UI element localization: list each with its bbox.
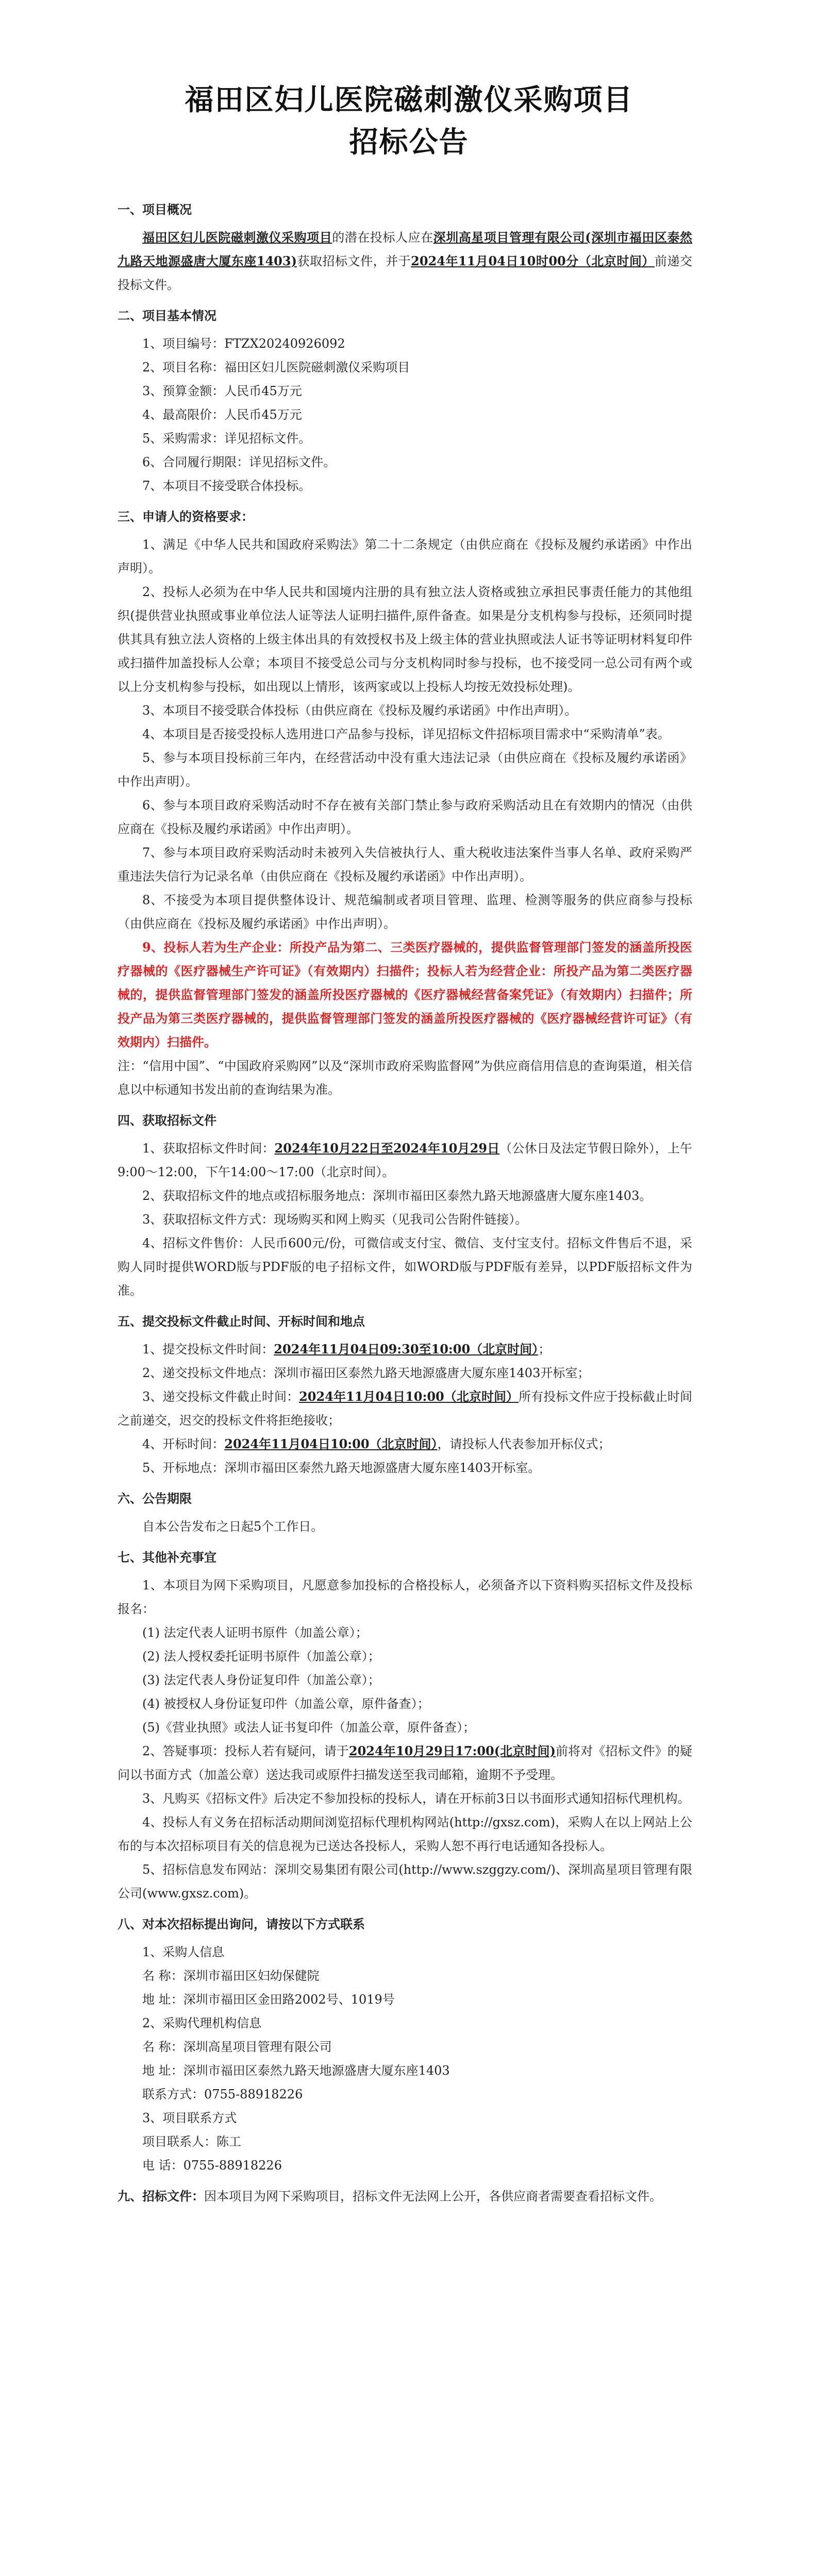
- text: 因本项目为网下采购项目，招标文件无法网上公开，各供应商者需要查看招标文件。: [204, 2189, 662, 2204]
- sub-item: (5)《营业执照》或法人证书复印件（加盖公章，原件备查）；: [142, 1720, 475, 1735]
- deadline-time: 2024年11月04日10:00（北京时间）: [299, 1389, 519, 1404]
- section-heading: 五、提交投标文件截止时间、开标时间和地点: [118, 1314, 365, 1329]
- list-item: 5、招标信息发布网站：深圳交易集团有限公司(http://www.szggzy.com/)、深圳高星项目管理有限公司(www.gxsz.com)。: [118, 1862, 692, 1901]
- list-item: 3、获取招标文件方式：现场购买和网上购买（见我司公告附件链接）。: [142, 1212, 528, 1227]
- text: 获取招标文件，并于: [296, 254, 411, 268]
- section-heading: 二、项目基本情况: [118, 309, 216, 323]
- sub-item: (3) 法定代表人身份证复印件（加盖公章）；: [142, 1673, 380, 1687]
- contact-heading: 2、采购代理机构信息: [142, 2016, 262, 2030]
- note: 注：“信用中国”、“中国政府采购网”以及“深圳市政府采购监督网”为供应商信用信息的查询渠道，相关信息以中标通知书发出前的查询结果为准。: [118, 1059, 692, 1097]
- contact-line: 项目联系人：陈工: [142, 2134, 241, 2149]
- list-item: 4、最高限价：人民币45万元: [142, 408, 302, 422]
- list-item: [118, 1337, 692, 1361]
- sub-item: (1) 法定代表人证明书原件（加盖公章）；: [142, 1625, 368, 1640]
- contact-heading: 1、采购人信息: [142, 1945, 225, 1959]
- list-item: [118, 1739, 692, 1787]
- list-item: 3、凡购买《招标文件》后决定不参加投标的投标人，请在开标前3日以书面形式通知招标代理机构。: [142, 1791, 690, 1806]
- list-item: 7、本项目不接受联合体投标。: [142, 479, 311, 493]
- red-qualification-item: 9、投标人若为生产企业：所投产品为第二、三类医疗器械的，提供监督管理部门签发的涵盖所投医疗器械的《医疗器械生产许可证》（有效期内）扫描件；投标人若为经营企业：所投产品为第二类医疗器械的，提供监督管理部门签发的涵盖所投医疗器械的《医疗器械经营备案凭证》（有效期内）扫描件；所投产品为第三类医疗器械的，提供监督管理部门签发的涵盖所投医疗器械的《医疗器械经营许可证》（有效期内）扫描件。: [118, 940, 692, 1049]
- doc-body: [118, 191, 692, 2208]
- section-heading: 九、招标文件：: [118, 2189, 204, 2204]
- text: （公休日及法定节假日除外），上午9:00～12:00，下午14:00～17:00（北京时间）。: [118, 1141, 692, 1179]
- opening-time: 2024年11月04日10:00（北京时间）: [224, 1436, 438, 1451]
- contact-line: 名 称：深圳市福田区妇幼保健院: [142, 1969, 320, 1983]
- text: 3、递交投标文件截止时间：: [142, 1389, 299, 1404]
- section-heading: 八、对本次招标提出询问，请按以下方式联系: [118, 1917, 365, 1931]
- list-item: 7、参与本项目政府采购活动时未被列入失信被执行人、重大税收违法案件当事人名单、政府采购严重违法失信行为记录名单（由供应商在《投标及履约承诺函》中作出声明）。: [118, 845, 692, 884]
- doc-subtitle: 招标公告: [349, 126, 469, 159]
- section-heading: 四、获取招标文件: [118, 1113, 216, 1128]
- list-item: 5、参与本项目投标前三年内，在经营活动中没有重大违法记录（由供应商在《投标及履约承诺函》中作出声明）。: [118, 751, 692, 789]
- list-item: 2、投标人必须为在中华人民共和国境内注册的具有独立法人资格或独立承担民事责任能力的其他组织(提供营业执照或事业单位法人证等法人证明扫描件,原件备查。如果是分支机构参与投标，还须同时提供其具有独立法人资格的上级主体出具的有效授权书及上级主体的营业执照或法人证书等证明材料复印件或扫描件加盖投标人公章；本项目不接受总公司与分支机构同时参与投标，也不接受同一总公司有两个或以上分支机构参与投标，如出现以上情形，该两家或以上投标人均按无效投标处理)。: [118, 585, 692, 694]
- text: ，请投标人代表参加开标仪式；: [437, 1437, 611, 1451]
- date-range: 2024年10月22日至2024年10月29日: [274, 1141, 500, 1156]
- list-item: 4、招标文件售价：人民币600元/份，可微信或支付宝、微信、支付宝支付。招标文件售后不退，采购人同时提供WORD版与PDF版的电子招标文件，如WORD版与PDF版有差异，以PDF版招标文件为准。: [118, 1236, 692, 1298]
- text: ；: [538, 1342, 551, 1357]
- list-item: 6、参与本项目政府采购活动时不存在被有关部门禁止参与政府采购活动且在有效期内的情况（由供应商在《投标及履约承诺函》中作出声明）。: [118, 798, 692, 836]
- list-item: [118, 1137, 692, 1184]
- text: 2、答疑事项：投标人若有疑问，请于: [142, 1744, 349, 1758]
- list-item: 3、预算金额：人民币45万元: [142, 384, 302, 398]
- list-item: 5、采购需求：详见招标文件。: [142, 431, 311, 446]
- list-item: [118, 1385, 692, 1432]
- sub-item: (4) 被授权人身份证复印件（加盖公章，原件备查）；: [142, 1697, 430, 1711]
- text: 的潜在投标人应在: [332, 230, 433, 245]
- overview-paragraph: [118, 226, 692, 297]
- contact-line: 地 址：深圳市福田区金田路2002号、1019号: [142, 1992, 395, 2007]
- list-item: 8、不接受为本项目提供整体设计、规范编制或者项目管理、监理、检测等服务的供应商参与投标（由供应商在《投标及履约承诺函》中作出声明）。: [118, 893, 692, 931]
- text: 4、开标时间：: [142, 1437, 225, 1451]
- section-heading: 六、公告期限: [118, 1492, 192, 1506]
- paragraph: 自本公告发布之日起5个工作日。: [142, 1519, 324, 1534]
- sub-item: (2) 法人授权委托证明书原件（加盖公章）；: [142, 1649, 380, 1664]
- query-deadline: 2024年10月29日17:00(北京时间): [348, 1743, 556, 1758]
- text: 前递交投标文件。: [118, 254, 693, 292]
- list-item: [118, 1432, 692, 1456]
- list-item: 1、本项目为网下采购项目，凡愿意参加投标的合格投标人，必须备齐以下资料购买招标文件及投标报名：: [118, 1578, 692, 1616]
- section-heading: 三、申请人的资格要求：: [118, 510, 254, 524]
- list-item: 4、投标人有义务在招标活动期间浏览招标代理机构网站(http://gxsz.com)，采购人在以上网站上公布的与本次招标项目有关的信息视为已送达各投标人，采购人恕不再行电话通知各投标人。: [118, 1815, 692, 1853]
- deadline: 2024年11月04日10时00分（北京时间）: [411, 253, 655, 268]
- list-item: 4、本项目是否接受投标人选用进口产品参与投标，详见招标文件招标项目需求中“采购清单”表。: [142, 727, 670, 741]
- text: 前将对《招标文件》的疑问以书面方式（加盖公章）送达我司或原件扫描发送至我司邮箱，逾期不予受理。: [118, 1744, 692, 1782]
- contact-line: 名 称：深圳高星项目管理有限公司: [142, 2040, 332, 2054]
- text: 1、提交投标文件时间：: [142, 1342, 274, 1357]
- list-item: 1、项目编号：FTZX20240926092: [142, 336, 345, 351]
- list-item: 2、获取招标文件的地点或招标服务地点：深圳市福田区泰然九路天地源盛唐大厦东座1403。: [142, 1189, 652, 1203]
- list-item: 5、开标地点：深圳市福田区泰然九路天地源盛唐大厦东座1403开标室。: [142, 1461, 541, 1475]
- contact-heading: 3、项目联系方式: [142, 2111, 237, 2125]
- contact-line: 地 址：深圳市福田区泰然九路天地源盛唐大厦东座1403: [142, 2063, 450, 2078]
- text: 1、获取招标文件时间：: [142, 1141, 275, 1156]
- section-heading: 一、项目概况: [118, 202, 192, 217]
- agent-location: 深圳高星项目管理有限公司(深圳市福田区泰然九路天地源盛唐大厦东座1403): [118, 230, 693, 268]
- list-item: 2、项目名称：福田区妇儿医院磁刺激仪采购项目: [142, 360, 410, 375]
- tender-docs-paragraph: [118, 2184, 692, 2208]
- contact-line: 联系方式：0755-88918226: [142, 2087, 303, 2102]
- text: 所有投标文件应于投标截止时间之前递交，迟交的投标文件将拒绝接收；: [118, 1389, 692, 1428]
- doc-title: 福田区妇儿医院磁刺激仪采购项目: [185, 83, 633, 117]
- list-item: 2、递交投标文件地点：深圳市福田区泰然九路天地源盛唐大厦东座1403开标室；: [142, 1366, 590, 1380]
- section-heading: 七、其他补充事宜: [118, 1550, 216, 1565]
- list-item: 1、满足《中华人民共和国政府采购法》第二十二条规定（由供应商在《投标及履约承诺函》中作出声明）。: [118, 537, 692, 575]
- contact-line: 电 话：0755-88918226: [142, 2158, 282, 2173]
- project-name: 福田区妇儿医院磁刺激仪采购项目: [142, 230, 332, 245]
- list-item: 6、合同履行期限：详见招标文件。: [142, 455, 336, 469]
- submit-time: 2024年11月04日09:30至10:00（北京时间）: [274, 1342, 539, 1357]
- list-item: 3、本项目不接受联合体投标（由供应商在《投标及履约承诺函》中作出声明）。: [142, 703, 577, 718]
